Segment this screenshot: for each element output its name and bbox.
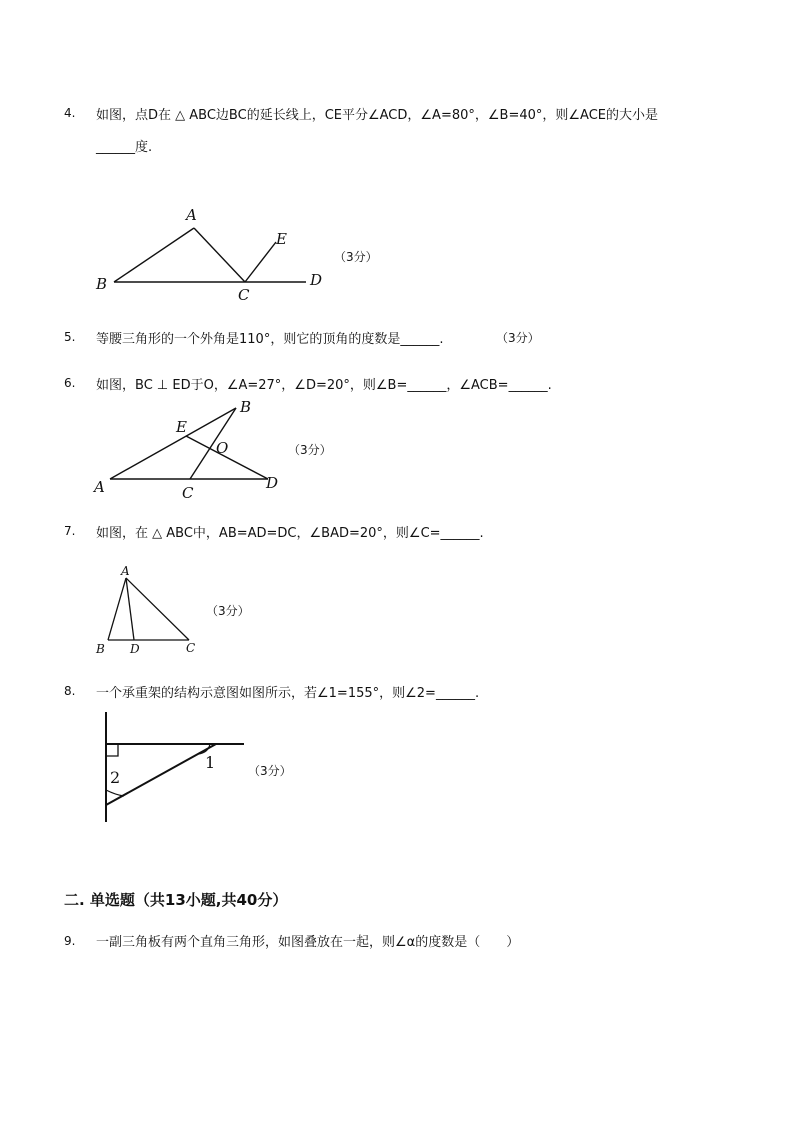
question-7-number: 7.: [64, 524, 76, 538]
label-a: A: [94, 478, 105, 496]
label-a: A: [186, 206, 197, 224]
label-d: D: [266, 474, 279, 492]
angle-2-arc: [106, 790, 124, 796]
question-6-text: 如图，BC ⊥ ED于O，∠A=27°，∠D=20°，则∠B=______，∠ACB=______.: [96, 378, 552, 393]
label-e: E: [176, 418, 187, 436]
segment-ac: [194, 228, 245, 282]
label-angle-1: 1: [205, 753, 216, 772]
question-7-text: 如图，在 △ ABC中，AB=AD=DC，∠BAD=20°，则∠C=______.: [96, 526, 484, 541]
question-6-score: （3分）: [288, 443, 332, 457]
question-4-score: （3分）: [334, 250, 378, 264]
segment-ab: [108, 578, 126, 640]
label-angle-2: 2: [110, 768, 121, 787]
label-c: C: [186, 641, 196, 655]
label-o: O: [216, 439, 229, 457]
question-4-blank-line: ______度.: [96, 140, 153, 155]
label-d: D: [310, 271, 323, 289]
question-4-figure: [90, 200, 350, 304]
question-5-number: 5.: [64, 330, 76, 344]
section-title: 二. 单选题（共13小题,共40分）: [64, 891, 288, 909]
label-d: D: [130, 642, 140, 656]
question-7-figure: [92, 564, 212, 660]
question-5-score: （3分）: [496, 331, 540, 345]
question-8-score: （3分）: [248, 764, 292, 778]
segment-ad: [126, 578, 134, 640]
question-6-number: 6.: [64, 376, 76, 390]
question-9-number: 9.: [64, 934, 76, 948]
label-c: C: [238, 286, 250, 304]
question-8-number: 8.: [64, 684, 76, 698]
question-4-text: 如图，点D在 △ ABC边BC的延长线上，CE平分∠ACD，∠A=80°，∠B=40°，则∠ACE的大小是: [96, 108, 658, 123]
right-angle-mark: [106, 744, 118, 756]
question-8-text: 一个承重架的结构示意图如图所示，若∠1=155°，则∠2=______.: [96, 686, 480, 701]
question-9-text: 一副三角板有两个直角三角形，如图叠放在一起，则∠α的度数是（ ）: [96, 935, 520, 950]
segment-ab: [114, 228, 194, 282]
segment-bc: [190, 408, 236, 479]
label-a: A: [121, 564, 130, 578]
question-5-text: 等腰三角形的一个外角是110°，则它的顶角的度数是______.: [96, 332, 444, 347]
question-8-figure: [98, 710, 248, 826]
segment-ce: [245, 242, 276, 282]
label-c: C: [182, 484, 194, 502]
label-b: B: [240, 398, 252, 416]
question-7-score: （3分）: [206, 604, 250, 618]
label-e: E: [276, 230, 287, 248]
question-4-number: 4.: [64, 106, 76, 120]
segment-ac: [126, 578, 189, 640]
label-b: B: [96, 275, 108, 293]
label-b: B: [96, 642, 105, 656]
question-6-figure: [90, 398, 300, 502]
